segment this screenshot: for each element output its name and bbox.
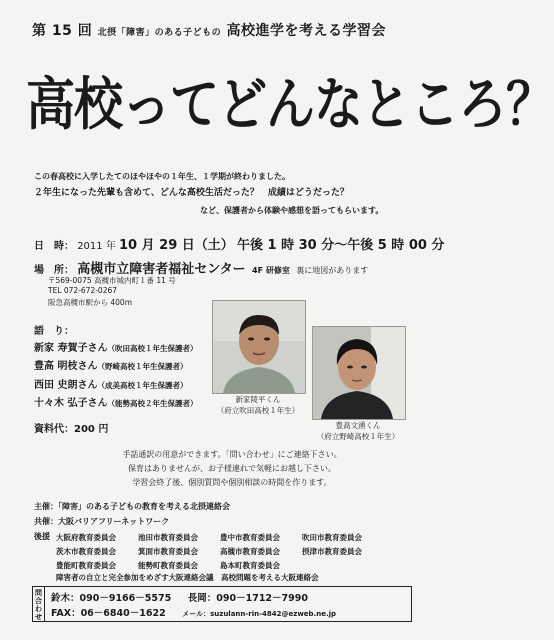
datetime-date: 10 月 29 日（土） bbox=[119, 238, 234, 253]
datetime-label: 日 時： bbox=[34, 241, 74, 252]
support-column-1 bbox=[56, 531, 116, 573]
support-org: 池田市教育委員会 bbox=[138, 533, 198, 542]
support-footer: 障害者の自立と完全参加をめざす大阪連絡会議 高校問題を考える大阪連絡会 bbox=[56, 573, 319, 582]
event-datetime bbox=[34, 234, 444, 253]
series-subtitle-big: 高校進学を考える学習会 bbox=[226, 23, 386, 39]
support-column-4 bbox=[302, 531, 362, 559]
speaker-item bbox=[34, 394, 197, 409]
page-title: 高校ってどんなところ？ bbox=[26, 71, 554, 138]
contact-label: 問合わせ bbox=[33, 587, 45, 621]
support-org: 島本町教育委員会 bbox=[220, 561, 280, 570]
contact-email[interactable]: メール：suzulann-rin-4842@ezweb.ne.jp bbox=[182, 610, 337, 618]
support-org: 茨木市教育委員会 bbox=[56, 547, 116, 556]
contact-phone-2[interactable]: 長岡：090－1712－7990 bbox=[187, 593, 308, 604]
photo-caption-right-school: （府立野崎高校１年生） bbox=[316, 432, 400, 441]
speaker-name: 十々木 弘子さん bbox=[34, 398, 108, 409]
contact-box bbox=[32, 586, 412, 622]
venue-postal: 〒569-0075 高槻市城内町１番 11 号 bbox=[48, 276, 176, 285]
speaker-item bbox=[34, 357, 187, 372]
support-org: 豊能町教育委員会 bbox=[56, 561, 116, 570]
contact-fax[interactable]: FAX：06－6840－1622 bbox=[51, 608, 166, 619]
speaker-name: 西田 史朗さん bbox=[34, 380, 98, 391]
speaker-role: （成美高校１年生保護者） bbox=[97, 381, 188, 390]
speaker-item bbox=[34, 376, 187, 391]
speakers-label: 語 り： bbox=[34, 326, 74, 337]
support-column-2 bbox=[138, 531, 198, 573]
photo-caption-left bbox=[204, 394, 312, 416]
material-fee: 資料代：200 円 bbox=[34, 424, 109, 435]
venue-room: 4F 研修室 bbox=[252, 266, 290, 275]
speaker-name: 豊高 明枝さん bbox=[34, 361, 98, 372]
series-subtitle-small: 北摂「障害」のある子どもの bbox=[97, 28, 222, 38]
lead-line-2: ２年生になった先輩も含めて、どんな高校生活だった？ 成績はどうだった？ bbox=[34, 188, 349, 198]
photo-caption-right-name: 豊高文湧くん bbox=[335, 421, 381, 430]
photo-caption-right bbox=[304, 420, 412, 442]
venue-tel: TEL 072-672-0267 bbox=[48, 286, 118, 295]
venue-access: 阪急高槻市駅から 400m bbox=[48, 298, 133, 307]
venue-label: 場 所： bbox=[34, 265, 74, 276]
lead-line-3: など、保護者から体験や感想を語ってもらいます。 bbox=[200, 206, 384, 215]
photo-caption-left-school: （府立吹田高校１年生） bbox=[216, 406, 300, 415]
support-org: 豊中市教育委員会 bbox=[220, 533, 280, 542]
support-org: 箕面市教育委員会 bbox=[138, 547, 198, 556]
support-label: 後援 bbox=[34, 532, 50, 541]
venue-name: 高槻市立障害者福祉センター bbox=[77, 262, 246, 277]
contact-phone-1[interactable]: 鈴木：090－9166－5575 bbox=[51, 593, 172, 604]
student-photo-left bbox=[212, 300, 306, 394]
host: 主催：「障害」のある子どもの教育を考える北摂連絡会 bbox=[34, 502, 230, 511]
photo-caption-left-name: 新家陵平くん bbox=[235, 395, 281, 404]
speaker-item bbox=[34, 339, 197, 354]
notice-line: 保育はありませんが、お子様連れで気軽にお越し下さい。 bbox=[128, 464, 336, 473]
student-photo-right bbox=[312, 326, 406, 420]
speaker-role: （能勢高校２年生保護者） bbox=[107, 399, 198, 408]
contact-row-1 bbox=[51, 590, 308, 604]
support-column-3 bbox=[220, 531, 280, 573]
support-org: 摂津市教育委員会 bbox=[302, 547, 362, 556]
cohost: 共催：大阪バリアフリーネットワーク bbox=[34, 517, 170, 526]
support-org: 高槻市教育委員会 bbox=[220, 547, 280, 556]
contact-row-2 bbox=[51, 605, 336, 619]
series-header bbox=[32, 20, 386, 40]
support-org: 吹田市教育委員会 bbox=[302, 533, 362, 542]
speaker-name: 新家 寿賀子さん bbox=[34, 343, 108, 354]
notice-line: 手話通訳の用意ができます。「問い合わせ」にご連絡下さい。 bbox=[122, 450, 342, 459]
support-org: 能勢町教育委員会 bbox=[138, 561, 198, 570]
support-org: 大阪府教育委員会 bbox=[56, 533, 116, 542]
series-number: 第 15 回 bbox=[32, 23, 93, 39]
datetime-time: 午後 1 時 30 分～午後 5 時 00 分 bbox=[236, 238, 445, 253]
lead-line-1: この春高校に入学したてのほやほやの１年生、１学期が終わりました。 bbox=[34, 172, 290, 181]
datetime-year: 2011 年 bbox=[77, 241, 116, 252]
notice-line: 学習会終了後、個別質問や個別相談の時間を作ります。 bbox=[132, 478, 332, 487]
venue-map-note: 裏に地図があります bbox=[296, 266, 369, 275]
speaker-role: （野崎高校１年生保護者） bbox=[97, 362, 188, 371]
speaker-role: （吹田高校１年生保護者） bbox=[107, 344, 198, 353]
